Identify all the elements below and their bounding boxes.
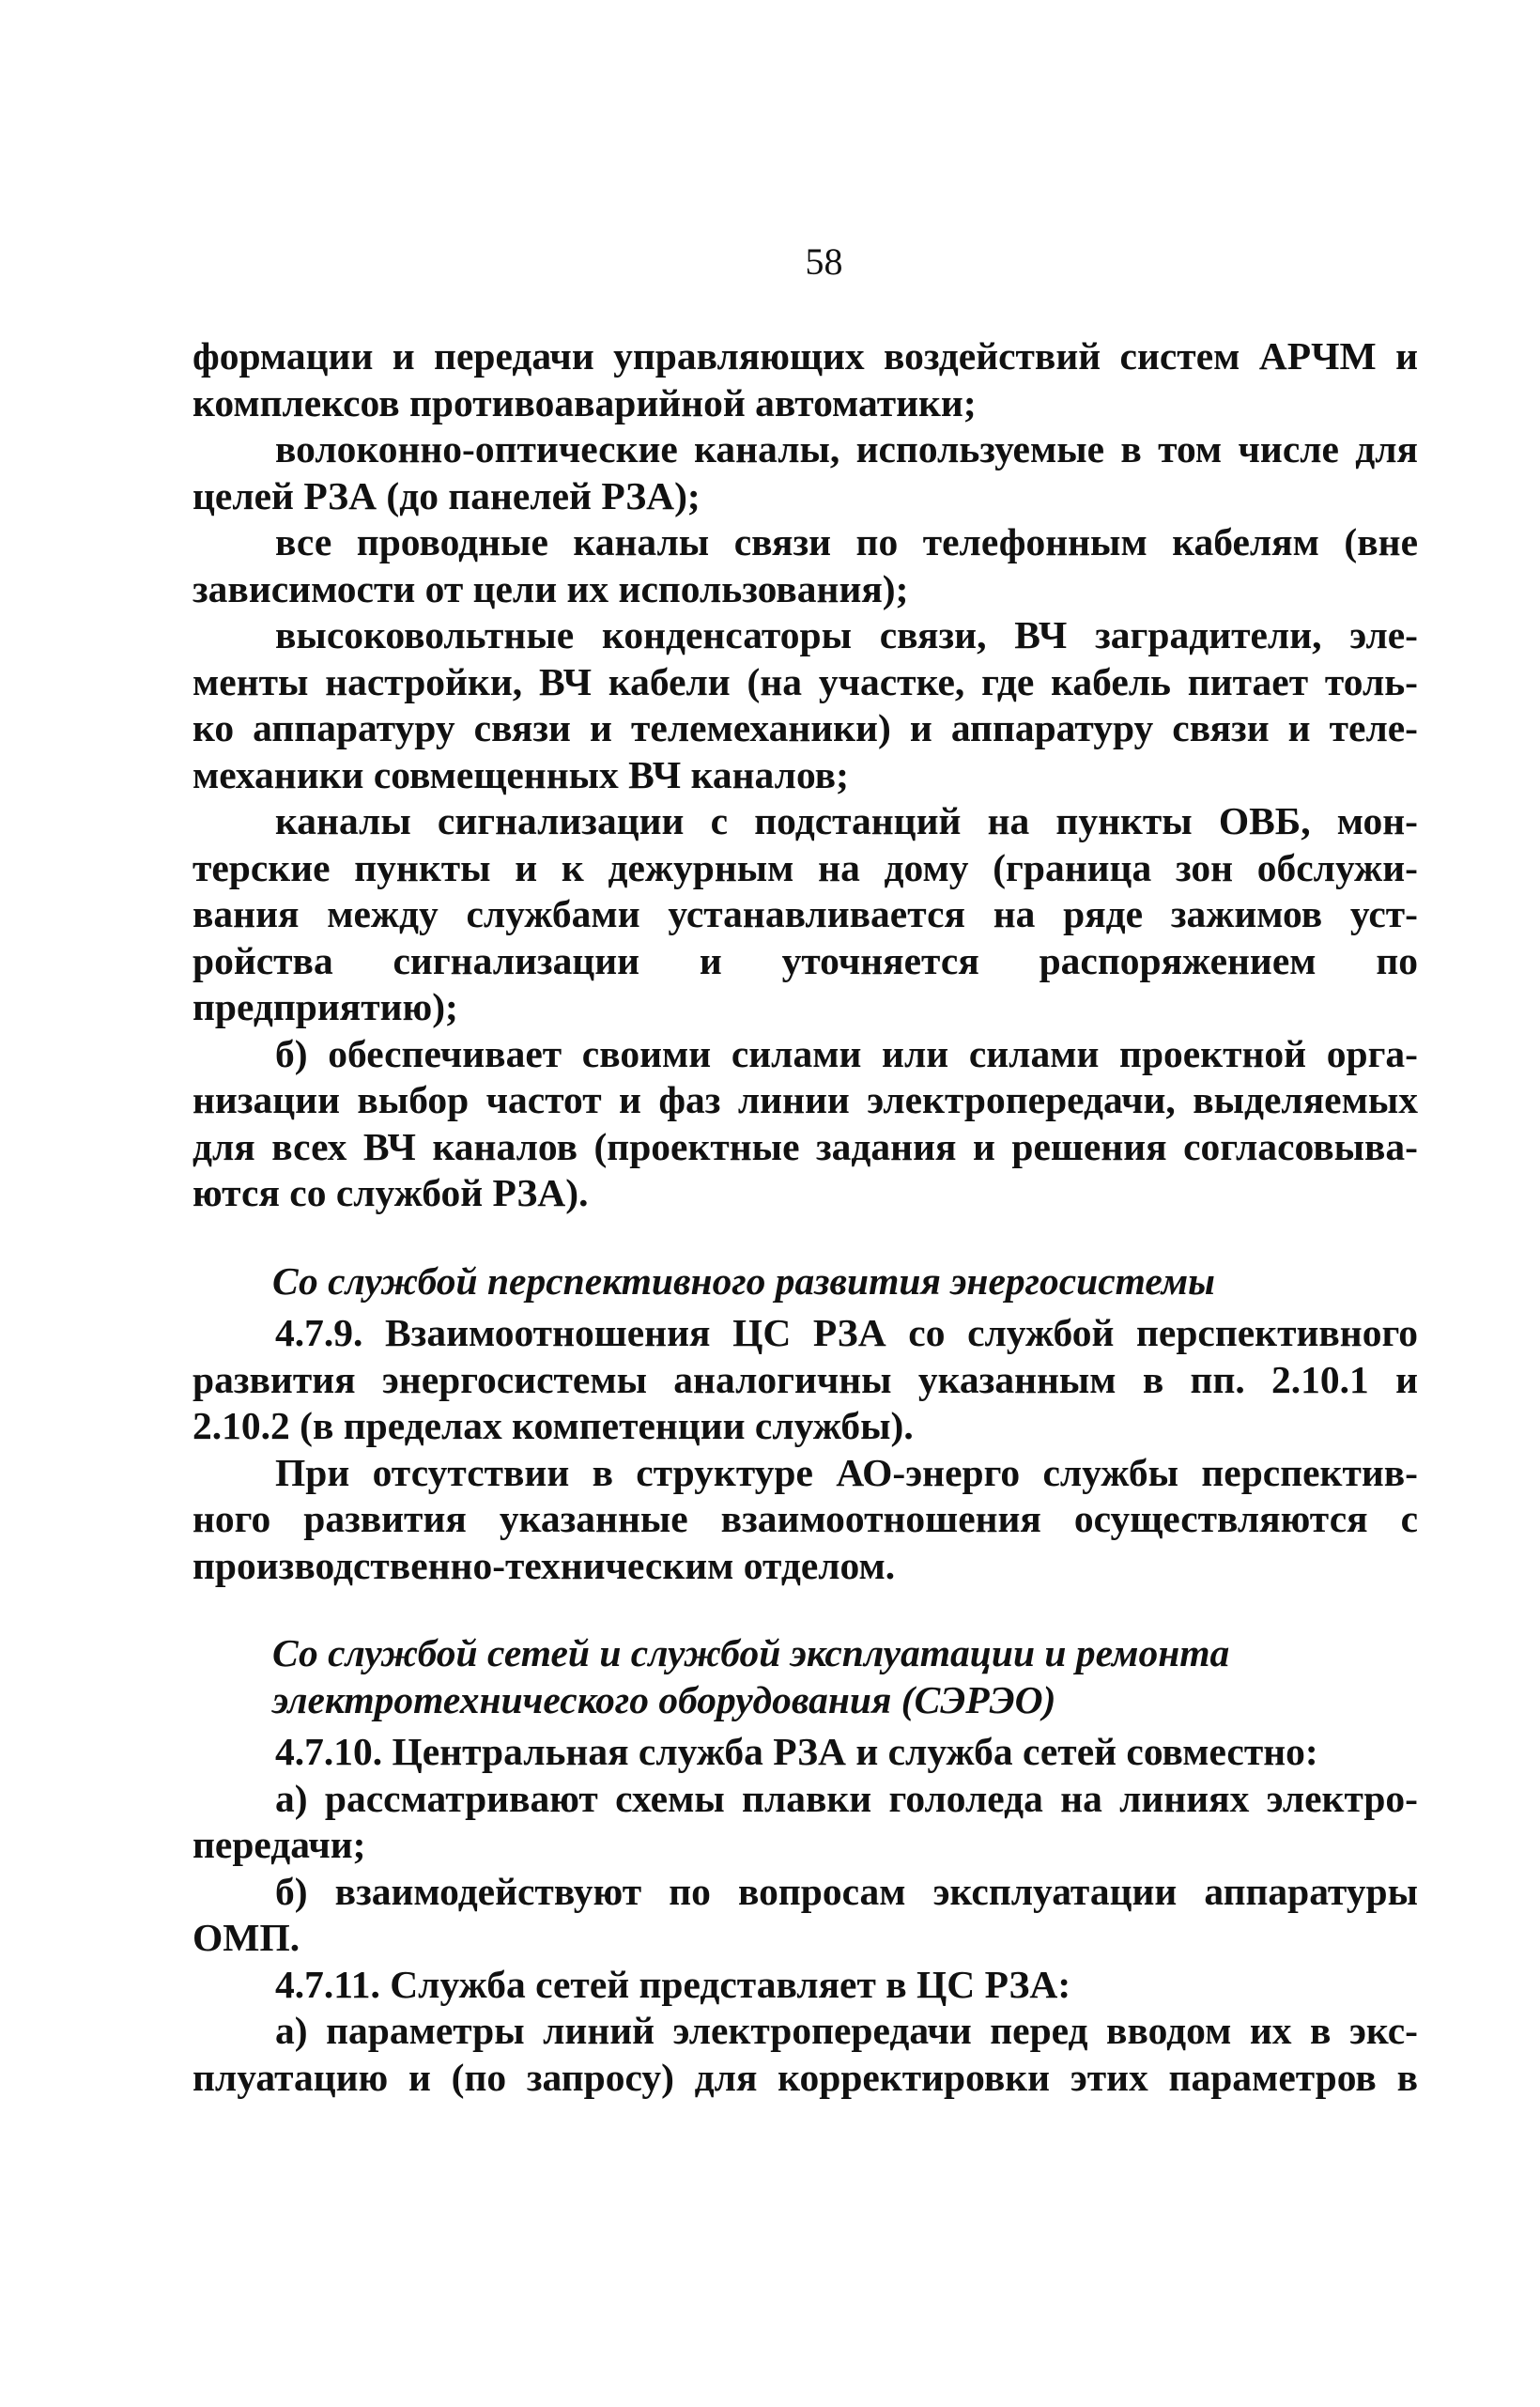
text-line: низации выбор частот и фаз линии электропередачи, выделяемых (192, 1078, 1418, 1121)
text-block-1 (192, 333, 1418, 1217)
text-line: для всех ВЧ каналов (проектные задания и решения согласовыва- (192, 1124, 1418, 1168)
section-heading-perspective-development (192, 1258, 1418, 1305)
text-line: все проводные каналы связи по телефонным кабелям (вне (275, 520, 1418, 563)
text-line: высоковольтные конденсаторы связи, ВЧ заградители, эле- (275, 613, 1418, 656)
text-line: ко аппаратуру связи и телемеханики) и аппаратуру связи и теле- (192, 706, 1418, 749)
text-line: целей РЗА (до панелей РЗА); (192, 473, 701, 517)
section-heading-networks-service (192, 1630, 1418, 1723)
text-line: б) взаимодействуют по вопросам эксплуатации аппаратуры (275, 1869, 1418, 1913)
text-line: комплексов противоаварийной автоматики; (192, 380, 977, 424)
text-line: зависимости от цели их использования); (192, 566, 909, 610)
heading-line: Со службой перспективного развития энергосистемы (272, 1258, 1215, 1303)
text-line: ОМП. (192, 1916, 300, 1959)
text-line: а) рассматривают схемы плавки гололеда на линиях электро- (275, 1776, 1418, 1820)
heading-line: Со службой сетей и службой эксплуатации и ремонта (272, 1631, 1230, 1674)
text-line: терские пункты и к дежурным на дому (граница зон обслужи- (192, 845, 1418, 889)
text-line: предприятию); (192, 985, 458, 1028)
text-line: развития энергосистемы аналогичны указанным в пп. 2.10.1 и (192, 1357, 1418, 1401)
text-block-2 (192, 1310, 1418, 1589)
text-line: каналы сигнализации с подстанций на пункты ОВБ, мон- (275, 799, 1418, 842)
text-line: 4.7.10. Центральная служба РЗА и служба сетей совместно: (275, 1730, 1318, 1773)
text-line: формации и передачи управляющих воздействий систем АРЧМ и (192, 334, 1418, 378)
page-number: 58 (805, 240, 843, 283)
text-line: механики совмещенных ВЧ каналов; (192, 752, 849, 796)
text-line: При отсутствии в структуре АО-энерго службы перспектив- (275, 1450, 1418, 1494)
heading-line: электротехнического оборудования (СЭРЭО) (272, 1677, 1056, 1721)
text-line: ройства сигнализации и уточняется распоряжением по (192, 938, 1418, 982)
text-block-3 (192, 1729, 1418, 2101)
text-line: волоконно-оптические каналы, используемые в том числе для (275, 427, 1418, 471)
text-line: производственно-техническим отделом. (192, 1543, 896, 1587)
text-line: передачи; (192, 1823, 366, 1866)
text-line: 4.7.11. Служба сетей представляет в ЦС РЗА: (275, 1962, 1071, 2006)
text-line: 2.10.2 (в пределах компетенции службы). (192, 1404, 914, 1447)
text-line: б) обеспечивает своими силами или силами проектной орга- (275, 1031, 1418, 1075)
text-line: менты настройки, ВЧ кабели (на участке, где кабель питает толь- (192, 659, 1418, 703)
text-line: вания между службами устанавливается на ряде зажимов уст- (192, 892, 1418, 935)
text-line: ются со службой РЗА). (192, 1171, 589, 1214)
text-line: плуатацию и (по запросу) для корректировки этих параметров в (192, 2055, 1418, 2099)
document-page (192, 239, 1418, 2101)
text-line: 4.7.9. Взаимоотношения ЦС РЗА со службой перспективного (275, 1311, 1418, 1354)
text-line: ного развития указанные взаимоотношения осуществляются с (192, 1497, 1418, 1540)
text-line: а) параметры линий электропередачи перед вводом их в экс- (275, 2009, 1418, 2052)
